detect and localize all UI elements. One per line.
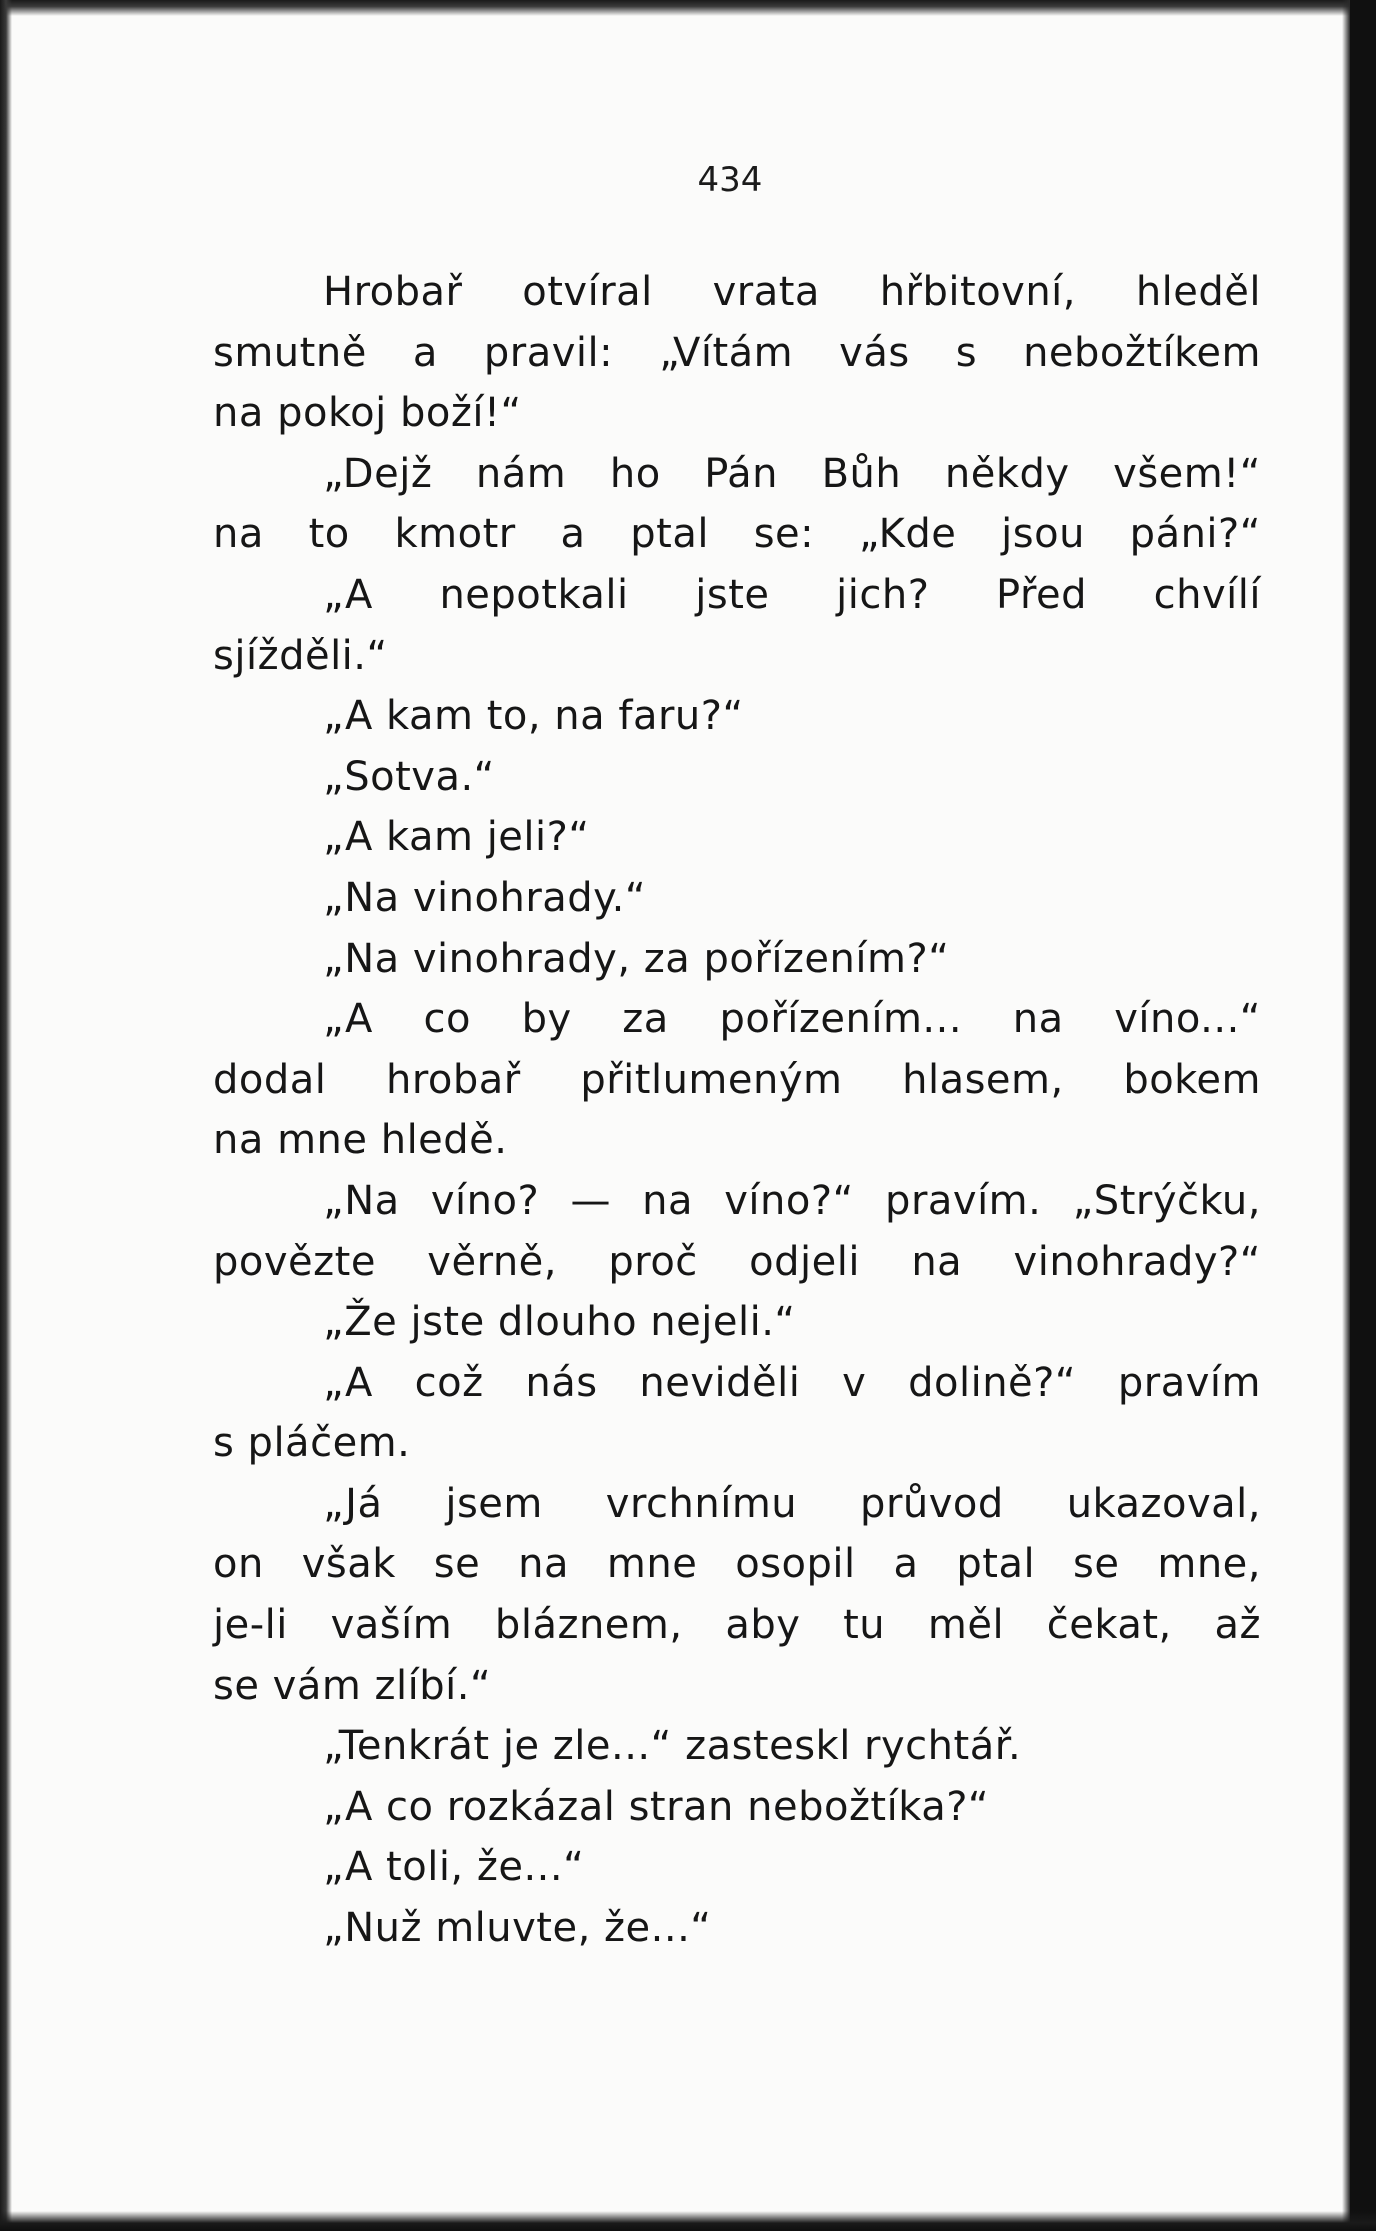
text-line: „A toli, že...“ xyxy=(323,1844,585,1891)
text-line: „A nepotkali jste jich? Před chvílí xyxy=(323,571,1261,618)
text-line: „A kam to, na faru?“ xyxy=(323,693,744,740)
text-line: „A co rozkázal stran nebožtíka?“ xyxy=(323,1783,990,1830)
text-line: je-li vaším bláznem, aby tu měl čekat, až xyxy=(213,1602,1261,1649)
scan-border-left xyxy=(0,0,12,2231)
text-line: „Tenkrát je zle...“ zasteskl rychtář. xyxy=(323,1723,1022,1770)
text-line: „Nuž mluvte, že...“ xyxy=(323,1905,712,1952)
text-line: smutně a pravil: „Vítám vás s nebožtíkem xyxy=(213,329,1261,376)
text-line: on však se na mne osopil a ptal se mne, xyxy=(213,1541,1261,1588)
scan-border-bottom xyxy=(0,2211,1376,2231)
text-line: „Na vinohrady.“ xyxy=(323,874,647,921)
text-line: Hrobař otvíral vrata hřbitovní, hleděl xyxy=(323,269,1261,315)
text-line: sjížděli.“ xyxy=(213,632,388,679)
text-line: na to kmotr a ptal se: „Kde jsou páni?“ xyxy=(213,511,1261,558)
text-line: povězte věrně, proč odjeli na vinohrady?“ xyxy=(213,1238,1261,1285)
text-line: „Dejž nám ho Pán Bůh někdy všem!“ xyxy=(323,450,1261,497)
text-line: se vám zlíbí.“ xyxy=(213,1662,492,1709)
scan-border-right xyxy=(1350,0,1376,2231)
text-line: „A co by za pořízením... na víno...“ xyxy=(323,996,1261,1043)
text-line: „Já jsem vrchnímu průvod ukazoval, xyxy=(323,1480,1261,1527)
text-line: na pokoj boží!“ xyxy=(213,390,522,437)
text-line: „Sotva.“ xyxy=(323,753,495,800)
scan-border-top xyxy=(0,0,1376,16)
text-line: s pláčem. xyxy=(213,1420,411,1467)
scan-border-right-shadow xyxy=(1342,0,1350,2231)
text-line: na mne hledě. xyxy=(213,1117,508,1164)
text-line: „Na víno? — na víno?“ pravím. „Strýčku, xyxy=(323,1177,1261,1224)
text-line: „A což nás neviděli v dolině?“ pravím xyxy=(323,1359,1261,1406)
body-text xyxy=(213,262,1261,1959)
text-line: dodal hrobař přitlumeným hlasem, bokem xyxy=(213,1056,1261,1103)
page-number: 434 xyxy=(697,160,763,200)
text-line: „Na vinohrady, za pořízením?“ xyxy=(323,935,950,982)
text-line: „A kam jeli?“ xyxy=(323,814,590,861)
text-line: „Že jste dlouho nejeli.“ xyxy=(323,1299,796,1346)
